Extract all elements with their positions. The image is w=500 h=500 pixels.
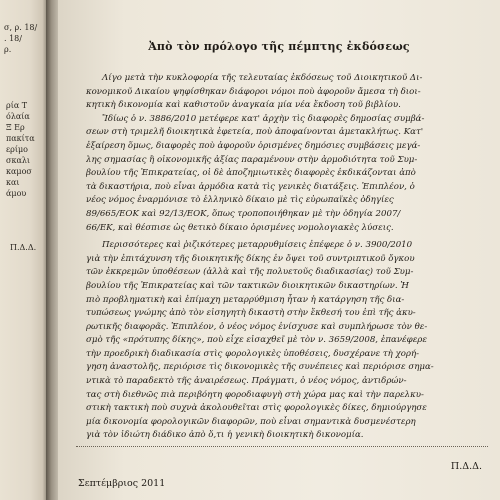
text-line: νέος νόμος ἐναρμόνισε τὸ ἑλληνικὸ δίκαιο μὲ τὶς εὐρωπαϊκὲς ὁδηγίες — [86, 195, 394, 206]
paragraph-3 — [86, 239, 484, 443]
text-line: τυπώσεως γνώμης ἀπὸ τὸν εἰσηγητὴ δικαστὴ στὴν ἔκθεσή του ἐπὶ τῆς ἀκυ- — [86, 308, 416, 319]
text-line: λης σημασίας ἢ οἰκονομικῆς ἀξίας παραμένουν στὴν ἁρμοδιότητα τοῦ Συμ- — [86, 154, 418, 165]
left-page-signature: Π.Δ.Δ. — [10, 243, 37, 252]
page-title: Ἀπὸ τὸν πρόλογο τῆς πέμπτης ἐκδόσεως — [148, 40, 410, 53]
text-line: τὰ δικαστήρια, ποὺ εἶναι ἁρμόδια κατὰ τὶς γενικὲς διατάξεις. Ἐπιπλέον, ὁ — [86, 181, 415, 192]
text-line: Περισσότερες καὶ ῥιζικότερες μεταρρυθμίσεις ἐπέφερε ὁ ν. 3900/2010 — [102, 240, 413, 251]
text-line: βουλίου τῆς Ἐπικρατείας καὶ τῶν τακτικῶν διοικητικῶν δικαστηρίων. Ἡ — [86, 280, 409, 291]
text-line: σμὸ τῆς «πρότυπης δίκης», ποὺ εἶχε εἰσαχθεῖ μὲ τὸν ν. 3659/2008, ἐπανέφερε — [86, 335, 427, 346]
adjacent-left-page — [0, 0, 50, 500]
text-line: Λίγο μετὰ τὴν κυκλοφορία τῆς τελευταίας ἐκδόσεως τοῦ Διοικητικοῦ Δι- — [102, 73, 423, 83]
text-line: ντικὰ τὸ παραδεκτὸ τῆς ἀναιρέσεως. Πράγματι, ὁ νέος νόμος, ἀντιδρών- — [86, 376, 407, 387]
text-line: γιὰ τὴν ἐπιτάχυνση τῆς διοικητικῆς δίκης ἐν ὄψει τοῦ συντριπτικοῦ ὄγκου — [86, 253, 415, 264]
text-line: τὴν προεδρικὴ διαδικασία στὶς φορολογικὲς ὑποθέσεις, δυσχέρανε τὴ χορή- — [86, 348, 420, 359]
text-line: πιὸ προβληματικὴ καὶ ἐπίμαχη μεταρρύθμιση ἦταν ἡ κατάργηση τῆς δια- — [86, 294, 405, 305]
left-page-top-fragment: σ, ρ. 18/ . 18/ ρ. — [4, 23, 38, 54]
text-line: γιὰ τὸν ἰδιώτη διάδικο ἀπὸ ὅ,τι ἡ γενικὴ διοικητικὴ δικονομία. — [86, 430, 364, 441]
text-line: τῶν ἐκκρεμῶν ὑποθέσεων (ἀλλὰ καὶ τῆς πολυετοῦς διαδικασίας) τοῦ Συμ- — [86, 267, 414, 278]
text-line: 66/ΕΚ, καὶ θέσπισε ὡς θετικὸ δίκαιο ὁρισμένες νομολογιακὲς λύσεις. — [86, 222, 394, 233]
preface-body — [86, 72, 484, 443]
section-divider — [76, 446, 488, 447]
text-line: κονομικοῦ Δικαίου ψηφίσθηκαν διάφοροι νόμοι ποὺ ἀφοροῦν ἄμεσα τὴ διοι- — [86, 86, 421, 97]
text-line: ἐξαίρεση ὅμως, διαφορὲς ποὺ ἀφοροῦν ὁρισμένες δημόσιες συμβάσεις μεγά- — [86, 140, 421, 151]
text-line: 89/665/ΕΟΚ καὶ 92/13/ΕΟΚ, ὅπως τροποποιήθηκαν μὲ τὴν ὁδηγία 2007/ — [86, 208, 401, 219]
paragraph-1 — [86, 72, 484, 113]
left-page-middle-fragment: ρία Τ όλαία Ξ Ερ πακίτα ερίμο σκαλι καμοσ και άμου — [6, 101, 35, 198]
text-line: μία δικονομία φορολογικῶν διαφορῶν, ποὺ εἶναι σημαντικὰ δυσμενέστερη — [86, 416, 416, 427]
text-line: Ἴδίως ὁ ν. 3886/2010 μετέφερε κατ' ἀρχὴν τὶς διαφορὲς δημοσίας συμβά- — [102, 113, 425, 124]
text-line: γηση ἀναστολῆς, περιόρισε τὶς δικονομικὲς τῆς συνέπειες καὶ περιόρισε σημα- — [86, 362, 434, 373]
paragraph-2 — [86, 113, 484, 235]
text-line: βουλίου τῆς Ἐπικρατείας, οἱ δὲ ἀποζημιωτικὲς διαφορὲς ἐκδικάζονται ἀπὸ — [86, 168, 416, 179]
book-page — [58, 0, 500, 500]
text-line: τας στὴ διεθνῶς πιὰ περιβόητη φοροδιαφυγὴ στὴ χώρα μας καὶ τὴν παρελκυ- — [86, 389, 424, 400]
text-line: στικὴ τακτικὴ ποὺ συχνὰ ἀκολουθεῖται στὶς φορολογικὲς δίκες, δημιούργησε — [86, 403, 427, 414]
text-line: κητικὴ δικονομία καὶ καθιστοῦν ἀναγκαία μία νέα ἔκδοση τοῦ βιβλίου. — [86, 100, 401, 111]
author-signature: Π.Δ.Δ. — [450, 461, 482, 472]
text-line: ρωτικῆς διαφορᾶς. Ἐπιπλέον, ὁ νέος νόμος ἐνίσχυσε καὶ συμπλήρωσε τὸν θε- — [86, 321, 428, 332]
preface-date: Σεπτέμβριος 2011 — [78, 478, 166, 489]
text-line: σεων στὴ τριμελῆ διοικητικὰ ἐφετεία, ποὺ ἀποφαίνονται ἀμετακλήτως. Κατ' — [86, 127, 424, 138]
